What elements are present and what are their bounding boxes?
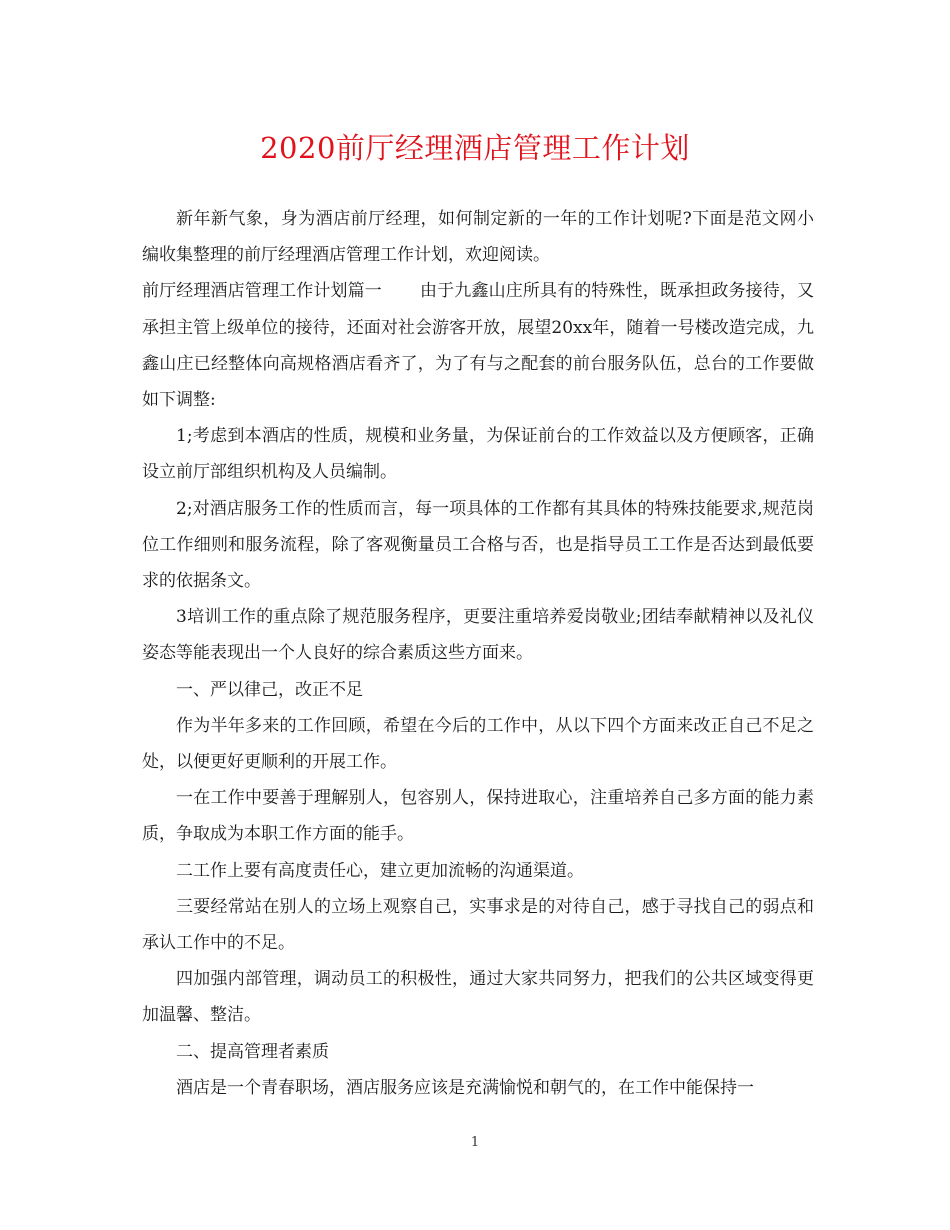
section-heading: 二、提高管理者素质 <box>176 1041 329 1062</box>
section-heading: 一、严以律己，改正不足 <box>176 679 363 700</box>
body-paragraph: 1;考虑到本酒店的性质，规模和业务量，为保证前台的工作效益以及方便顾客，正确设立前厅部组织机构及人员编制。 <box>142 426 814 483</box>
plan-section-text: 由于九鑫山庄所具有的特殊性，既承担政务接待，又承担主管上级单位的接待，还面对社会游客开放，展望20xx年，随着一号楼改造完成，九鑫山庄已经整体向高规格酒店看齐了，为了有与之配套的前台服务队伍，总台的工作要做如下调整: <box>142 281 815 411</box>
body-paragraph: 3培训工作的重点除了规范服务程序，更要注重培养爱岗敬业;团结奉献精神以及礼仪姿态等能表现出一个人良好的综合素质这些方面来。 <box>142 607 814 664</box>
body-paragraph: 酒店是一个青春职场，酒店服务应该是充满愉悦和朝气的，在工作中能保持一 <box>176 1077 754 1098</box>
document-body <box>142 201 814 1106</box>
page-number: 1 <box>470 1135 480 1150</box>
body-paragraph: 一在工作中要善于理解别人，包容别人，保持进取心，注重培养自己多方面的能力素质，争取成为本职工作方面的能手。 <box>142 788 814 845</box>
plan-heading: 前厅经理酒店管理工作计划篇一 <box>142 281 382 302</box>
plan-section-paragraph <box>142 273 814 418</box>
document-title: 2020前厅经理酒店管理工作计划 <box>260 131 690 165</box>
body-paragraph: 作为半年多来的工作回顾，希望在今后的工作中，从以下四个方面来改正自己不足之处，以便更好更顺利的开展工作。 <box>142 715 814 773</box>
body-paragraph: 二工作上要有高度责任心，建立更加流畅的沟通渠道。 <box>176 860 584 881</box>
body-paragraph: 三要经常站在别人的立场上观察自己，实事求是的对待自己，感于寻找自己的弱点和承认工作中的不足。 <box>142 896 814 954</box>
intro-paragraph: 新年新气象，身为酒店前厅经理，如何制定新的一年的工作计划呢?下面是范文网小编收集整理的前厅经理酒店管理工作计划，欢迎阅读。 <box>142 209 814 266</box>
body-paragraph: 四加强内部管理，调动员工的积极性，通过大家共同努力，把我们的公共区域变得更加温馨、整洁。 <box>142 969 814 1026</box>
body-paragraph: 2;对酒店服务工作的性质而言，每一项具体的工作都有其具体的特殊技能要求,规范岗位工作细则和服务流程，除了客观衡量员工合格与否，也是指导员工工作是否达到最低要求的依据条文。 <box>142 498 814 592</box>
